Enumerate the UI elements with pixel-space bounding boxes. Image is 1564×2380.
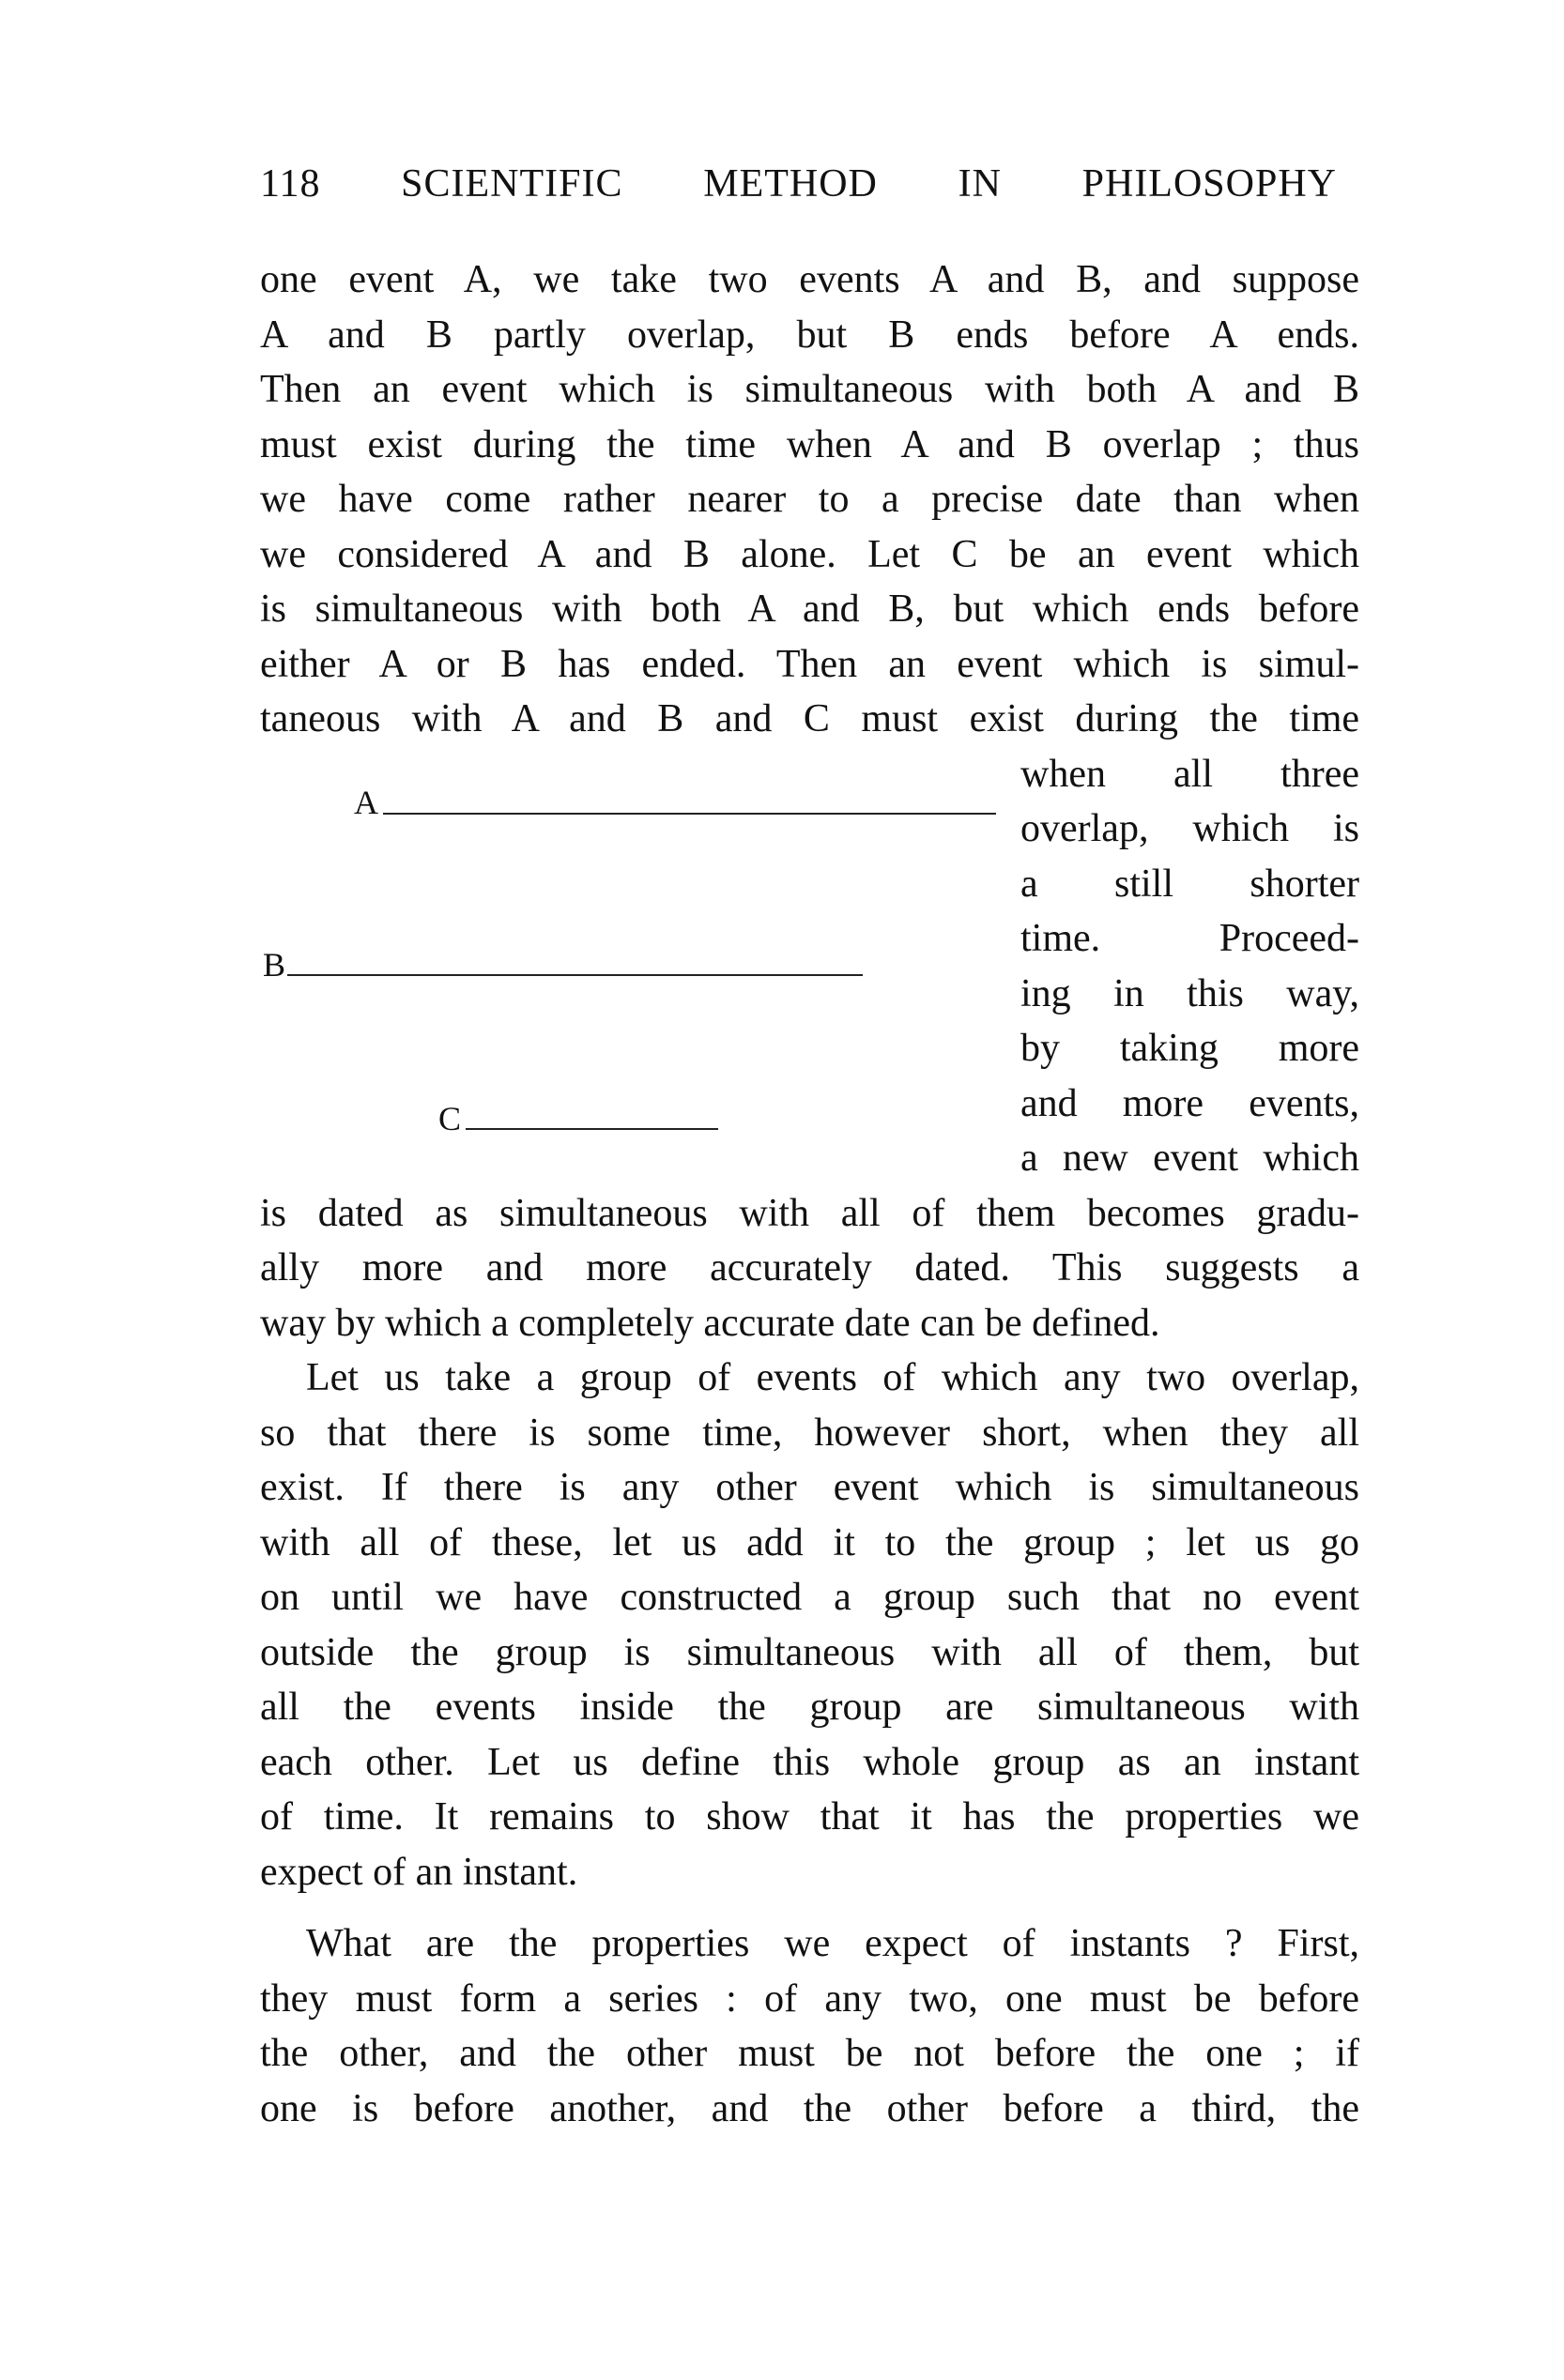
text-line: A and B partly overlap, but B ends before A ends. <box>260 313 1359 357</box>
paragraph-gap <box>260 1899 1359 1916</box>
paragraph-2 <box>260 1350 1359 1899</box>
text-line: outside the group is simultaneous with all of them, but <box>260 1630 1359 1674</box>
text-line: must exist during the time when A and B overlap ; thus <box>260 422 1359 466</box>
text-line: ing in this way, <box>1020 971 1359 1015</box>
text-line: with all of these, let us add it to the group ; let us go <box>260 1520 1359 1564</box>
paragraph-3 <box>260 1916 1359 2136</box>
text-line: each other. Let us define this whole group as an instant <box>260 1740 1359 1784</box>
event-a-label: A <box>354 784 378 821</box>
text-line: a still shorter <box>1020 862 1359 906</box>
text-line: overlap, which is <box>1020 807 1359 850</box>
text-line: expect of an instant. <box>260 1850 578 1894</box>
text-line: Then an event which is simultaneous with both A and B <box>260 368 1359 411</box>
text-line: we considered A and B alone. Let C be an event which <box>260 532 1359 576</box>
text-line: What are the properties we expect of instants ? First, <box>306 1922 1359 1965</box>
text-line: a new event which <box>1020 1137 1359 1180</box>
paragraph-1 <box>260 252 1359 1350</box>
text-line: either A or B has ended. Then an event which is simul- <box>260 642 1359 686</box>
text-line: ally more and more accurately dated. This suggests a <box>260 1246 1359 1289</box>
text-line: of time. It remains to show that it has the properties we <box>260 1795 1359 1838</box>
text-line: is simultaneous with both A and B, but which ends before <box>260 587 1359 631</box>
text-line: all the events inside the group are simultaneous with <box>260 1686 1359 1729</box>
page-body <box>260 252 1359 2136</box>
paragraph-1-after <box>260 1186 1359 1351</box>
text-line: we have come rather nearer to a precise date than when <box>260 478 1359 521</box>
text-line: by taking more <box>1020 1027 1359 1070</box>
text-line: one is before another, and the other before a third, the <box>260 2086 1359 2130</box>
text-line: and more events, <box>1020 1081 1359 1125</box>
text-line: so that there is some time, however short, when they all <box>260 1411 1359 1455</box>
text-line: exist. If there is any other event which is simultaneous <box>260 1466 1359 1509</box>
event-b-label: B <box>263 946 286 984</box>
text-line: when all three <box>1020 752 1359 796</box>
text-line: time. Proceed- <box>1020 917 1359 960</box>
paragraph-1-beside-diagram <box>1020 747 1359 1186</box>
text-line: the other, and the other must be not before the one ; if <box>260 2032 1359 2075</box>
event-c-label: C <box>438 1100 462 1137</box>
text-line: Let us take a group of events of which any two overlap, <box>306 1356 1359 1399</box>
text-line: way by which a completely accurate date can be defined. <box>260 1301 1160 1345</box>
running-header <box>260 161 1337 206</box>
paragraph-1-top <box>260 252 1359 747</box>
text-line: they must form a series : of any two, one must be before <box>260 1976 1359 2021</box>
text-line: on until we have constructed a group such that no event <box>260 1576 1359 1619</box>
text-line: one event A, we take two events A and B, and suppose <box>260 258 1359 301</box>
text-line: is dated as simultaneous with all of them becomes gradu- <box>260 1191 1359 1235</box>
page-number: 118 <box>260 162 321 206</box>
running-title: SCIENTIFIC METHOD IN PHILOSOPHY <box>401 162 1337 206</box>
text-line: taneous with A and B and C must exist during the time <box>260 697 1359 740</box>
